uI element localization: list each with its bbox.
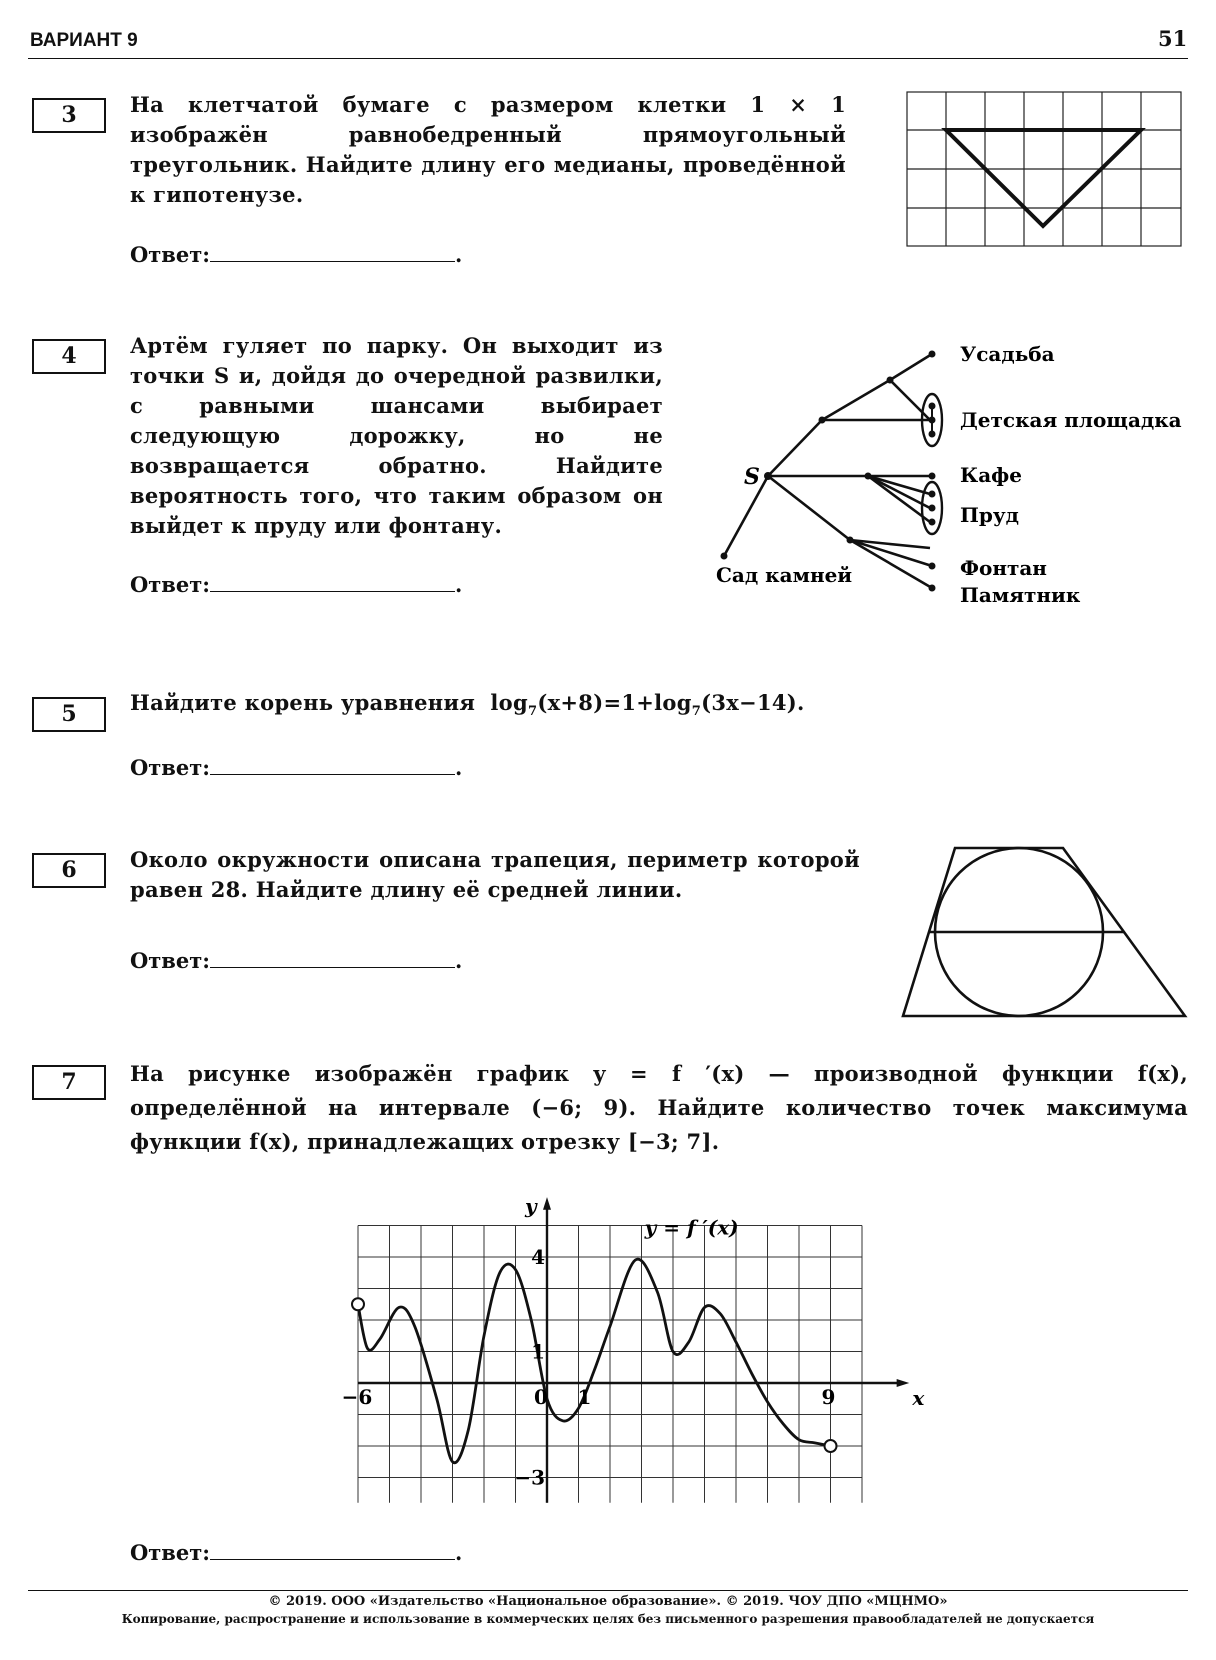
page-number: 51 [1158, 26, 1188, 51]
trapezoid-circle-figure [895, 840, 1200, 1020]
task-3-answer-field[interactable] [210, 243, 455, 262]
footer-notice: Копирование, распространение и использование в коммерческих целях без письменного разрешения правообладателей не допускается [121, 1612, 1095, 1626]
footer-copyright: © 2019. ООО «Издательство «Национальное образование». © 2019. ЧОУ ДПО «МЦНМО» [268, 1594, 948, 1609]
y-axis-arrow [543, 1197, 551, 1210]
x-axis-label: x [912, 1386, 925, 1410]
task-4-answer-field[interactable] [210, 573, 455, 592]
derivative-curve [358, 1259, 831, 1463]
task-6-answer: Ответ: . [130, 948, 463, 973]
task-7-answer-field[interactable] [210, 1541, 455, 1560]
isosceles-right-triangle [946, 130, 1141, 226]
start-label: S [744, 464, 760, 490]
y-tick-label-1: 1 [531, 1339, 545, 1364]
label-cafe: Кафе [960, 463, 1022, 487]
x-tick-label-0: 0 [534, 1385, 548, 1409]
open-endpoint-left [352, 1298, 364, 1310]
task-3-answer: Ответ: . [130, 242, 463, 267]
task-4-answer: Ответ: . [130, 572, 463, 597]
task-5-answer: Ответ: . [130, 755, 463, 780]
equation: $\log_7(x+8)=1+\log_7(3x-14)$. [490, 690, 805, 720]
footer-rule [28, 1590, 1188, 1591]
label-stone-garden: Сад камней [716, 563, 853, 587]
variant-title: ВАРИАНТ 9 [30, 30, 138, 51]
label-playground: Детская площадка [960, 408, 1182, 432]
task-number-3: 3 [32, 98, 106, 133]
x-tick-label-1: 1 [577, 1385, 592, 1409]
task-6-answer-field[interactable] [210, 949, 455, 968]
task-3-text: На клетчатой бумаге с размером клетки 1 × 1 изображён равнобедренный прямоугольный треугольник. Найдите длину его медианы, проведённой к гипотенузе. [130, 92, 846, 207]
derivative-graph [340, 1180, 960, 1510]
label-usadba: Усадьба [960, 342, 1055, 366]
label-pond: Пруд [960, 503, 1020, 527]
open-endpoint-right [825, 1440, 837, 1452]
chart-grid [358, 1226, 862, 1503]
task-6-text: Около окружности описана трапеция, периметр которой равен 28. Найдите длину её средней линии. [130, 847, 860, 902]
y-axis-label: y [525, 1193, 537, 1218]
task-number-4: 4 [32, 339, 106, 374]
y-tick-label-neg3: −3 [514, 1465, 545, 1490]
x-tick-label-neg6: −6 [341, 1385, 373, 1409]
task-number-7: 7 [32, 1065, 106, 1100]
task-number-6: 6 [32, 853, 106, 888]
x-tick-label-9: 9 [821, 1385, 836, 1409]
task-5-answer-field[interactable] [210, 756, 455, 775]
task-5-text: Найдите корень уравнения $\log_7(x+8)=1+\log_7(3x-14)$. [130, 690, 805, 720]
task-4-text: Артём гуляет по парку. Он выходит из точки S и, дойдя до очередной развилки, с равными шансами выбирает следующую дорожку, но не возвращается обратно. Найдите вероятность того, что таким образом он выйдет к пруду или фонтану. [130, 333, 663, 538]
task-7-text: На рисунке изображён график y = f ′(x) — производной функции f(x), определённой на интервале (−6; 9). Найдите количество точек максимума функции f(x), принадлежащих отрезку [−3; 7]. [130, 1061, 1188, 1154]
label-fountain: Фонтан [960, 556, 1047, 580]
grid-triangle-figure [905, 90, 1185, 250]
chart-title: y = f ′(x) [644, 1215, 739, 1240]
x-axis-arrow [897, 1379, 910, 1387]
header-rule [28, 58, 1188, 59]
y-tick-label-4: 4 [531, 1245, 545, 1269]
chart-axes [358, 1197, 909, 1503]
park-paths-diagram [700, 330, 1200, 630]
task-7-answer: Ответ: . [130, 1540, 463, 1565]
task-number-5: 5 [32, 697, 106, 732]
label-monument: Памятник [960, 583, 1081, 607]
